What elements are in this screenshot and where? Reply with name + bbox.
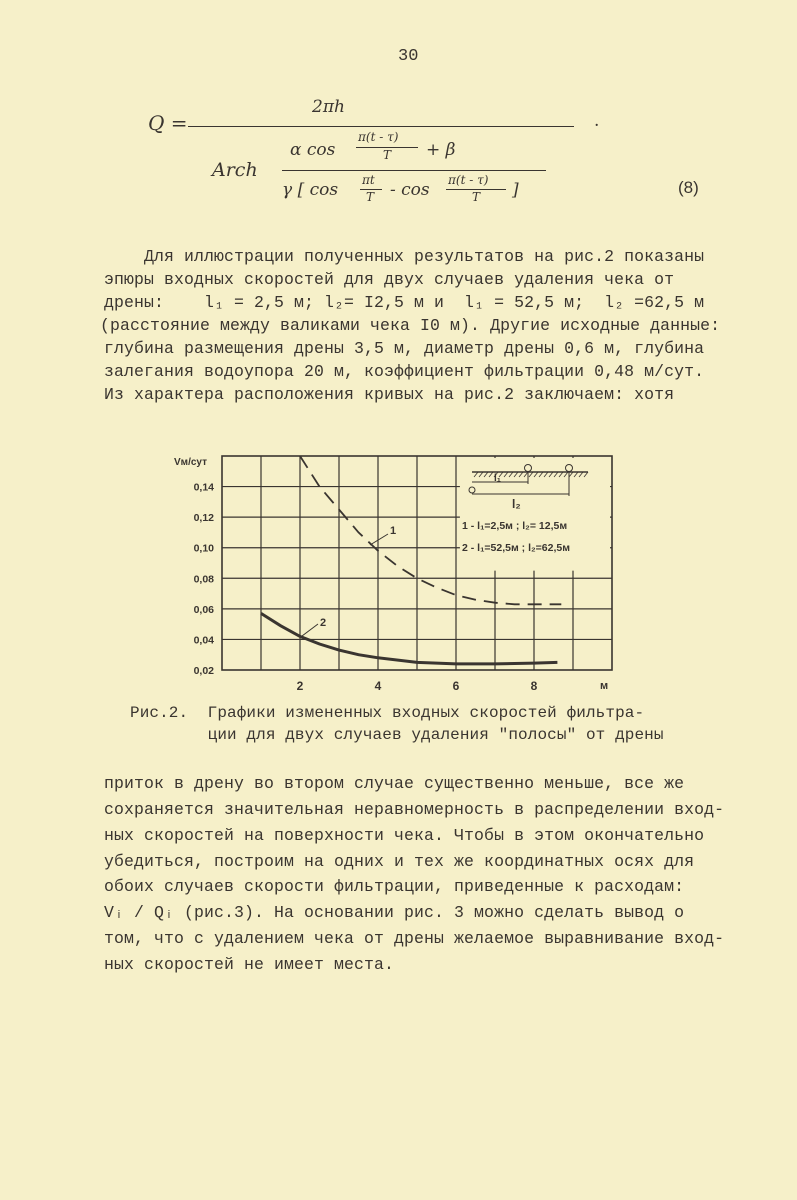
- x-tick-label: 4: [374, 679, 382, 693]
- text-line: сохраняется значительная неравномерность в распределении вход-: [104, 800, 725, 819]
- text-line: Vᵢ / Qᵢ (рис.3). На основании рис. 3 можно сделать вывод о: [104, 903, 685, 922]
- page-number: 30: [398, 47, 419, 66]
- formula-num-frac-numerator: π(t - τ): [358, 130, 399, 144]
- text-line: ных скоростей не имеет места.: [104, 955, 395, 974]
- formula-lhs: Q =: [148, 111, 188, 135]
- curve-2-label: 2: [320, 617, 327, 629]
- text-line: (расстояние между валиками чека I0 м). Другие исходные данные:: [100, 316, 721, 335]
- y-tick-label: 0,08: [193, 573, 214, 586]
- l2-label: l₂: [512, 497, 521, 511]
- curve-1-label: 1: [390, 525, 397, 537]
- y-axis-label: Vм/сут: [174, 457, 207, 468]
- text-line: том, что с удалением чека от дрены желаемое выравнивание вход-: [104, 929, 725, 948]
- embankment-icon: [566, 465, 573, 472]
- formula-numerator: 2πh: [312, 97, 345, 117]
- text-line: обоих случаев скорости фильтрации, приведенные к расходам:: [104, 877, 685, 896]
- y-tick-label: 0,04: [193, 634, 214, 647]
- formula-minus-cos: - cos: [390, 180, 430, 200]
- text-line: убедиться, построим на одних и тех же координатных осях для: [104, 852, 695, 871]
- y-tick-label: 0,02: [193, 665, 214, 677]
- x-tick-label: 8: [530, 679, 538, 693]
- formula-den-frac2-numerator: π(t - τ): [448, 173, 489, 187]
- text-line: залегания водоупора 20 м, коэффициент фильтрации 0,48 м/сут.: [104, 362, 705, 381]
- formula-gamma-cos: γ [ cos: [282, 180, 339, 200]
- x-tick-label: 6: [452, 679, 460, 693]
- formula-alpha-cos: α cos: [290, 140, 336, 160]
- series-2-curve: [261, 613, 557, 664]
- text-line: Для иллюстрации полученных результатов на рис.2 показаны: [104, 247, 705, 266]
- text-line: дрены: l₁ = 2,5 м; l₂= I2,5 м и l₁ = 52,5 м; l₂ =62,5 м: [104, 293, 705, 312]
- drain-icon: [469, 487, 475, 493]
- formula-arch: Arch: [212, 159, 258, 181]
- text-line: глубина размещения дрены 3,5 м, диаметр дрены 0,6 м, глубина: [104, 339, 705, 358]
- formula-den-frac1-denominator: T: [366, 190, 375, 204]
- formula-fraction-bar: [188, 126, 574, 127]
- formula-den-frac1-numerator: πt: [362, 173, 375, 187]
- curve-2-leader: [302, 624, 318, 636]
- legend-entry: 1 - l₁=2,5м ; l₂= 12,5м: [462, 520, 568, 532]
- figure-2-chart: [160, 440, 640, 698]
- formula-den-frac2-denominator: T: [472, 190, 481, 204]
- legend-inset: [460, 458, 610, 571]
- y-tick-label: 0,12: [193, 512, 214, 525]
- y-tick-label: 0,06: [193, 603, 214, 616]
- formula-number: (8): [678, 178, 699, 197]
- y-tick-label: 0,14: [193, 481, 214, 494]
- caption-line: Рис.2. Графики измененных входных скоростей фильтра-: [130, 704, 645, 722]
- text-line: приток в дрену во втором случае существенно меньше, все же: [104, 774, 685, 793]
- x-tick-label: 2: [296, 679, 304, 693]
- formula-inner-bar: [282, 170, 546, 171]
- text-line: Из характера расположения кривых на рис.2 заключаем: хотя: [104, 385, 675, 404]
- formula-period: .: [594, 111, 600, 131]
- caption-line: ции для двух случаев удаления "полосы" от дрены: [130, 726, 664, 744]
- text-line: эпюры входных скоростей для двух случаев удаления чека от: [104, 270, 675, 289]
- text-line: ных скоростей на поверхности чека. Чтобы в этом окончательно: [104, 826, 705, 845]
- y-tick-label: 0,10: [193, 542, 214, 555]
- curve-1-leader: [370, 534, 388, 545]
- formula-bracket: ]: [512, 180, 519, 200]
- formula-num-frac-denominator: T: [383, 148, 392, 162]
- x-axis-label: м: [600, 680, 609, 692]
- l1-label: l₁: [494, 473, 501, 484]
- legend-entry: 2 - l₁=52,5м ; l₂=62,5м: [462, 542, 571, 554]
- formula-plus-beta: + β: [426, 140, 456, 160]
- embankment-icon: [525, 465, 532, 472]
